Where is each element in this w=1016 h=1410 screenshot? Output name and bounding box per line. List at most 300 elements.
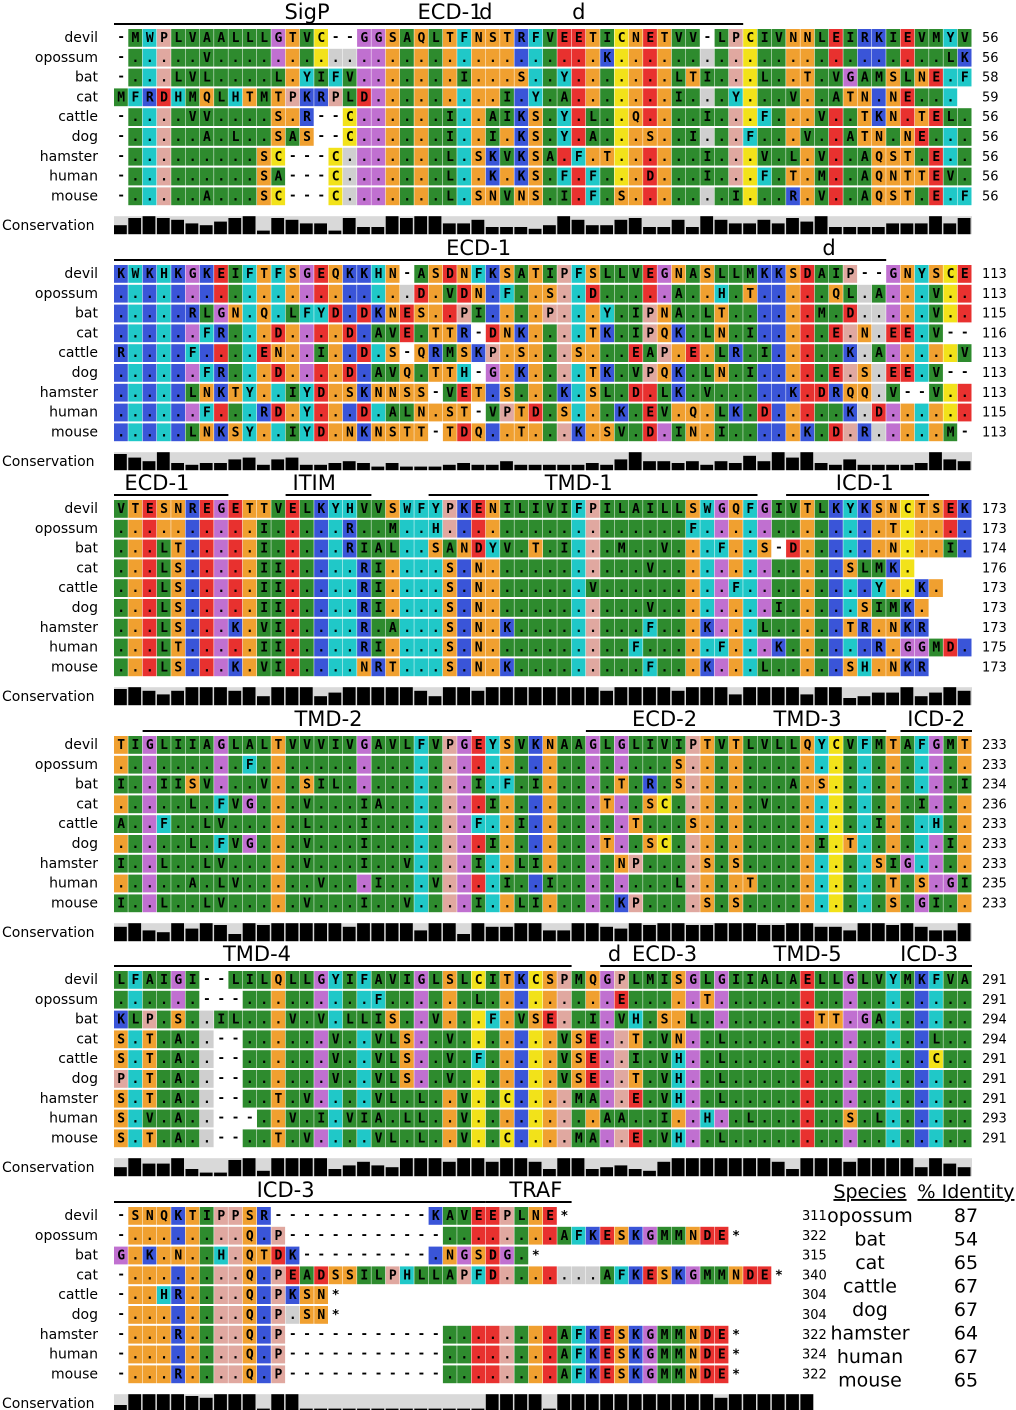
residue: N	[389, 307, 397, 322]
conservation-bar	[414, 691, 427, 705]
residue: .	[718, 896, 726, 911]
residue: .	[732, 425, 740, 440]
residue: S	[789, 267, 797, 282]
residue: .	[847, 150, 855, 165]
residue: .	[561, 877, 569, 892]
residue: A	[575, 738, 583, 753]
sequence-row-opossum	[35, 756, 1007, 774]
gap: -	[317, 188, 325, 203]
conservation-bar	[300, 687, 313, 705]
conservation-bar	[686, 227, 699, 234]
residue: .	[403, 601, 411, 616]
residue: .	[832, 51, 840, 66]
residue: .	[403, 581, 411, 596]
residue: .	[403, 130, 411, 145]
residue: D	[160, 90, 168, 105]
residue: G	[217, 502, 225, 517]
residue: V	[303, 837, 311, 852]
residue: F	[575, 150, 583, 165]
residue: .	[589, 150, 597, 165]
residue: .	[403, 542, 411, 557]
residue: T	[589, 326, 597, 341]
residue: .	[661, 170, 669, 185]
residue: Y	[561, 110, 569, 125]
residue: .	[332, 758, 340, 773]
residue: .	[603, 561, 611, 576]
conservation-bar	[271, 923, 284, 941]
residue: .	[518, 778, 526, 793]
residue: .	[246, 189, 254, 204]
residue-count: 56	[982, 150, 999, 165]
residue: .	[203, 601, 211, 616]
residue: .	[160, 425, 168, 440]
residue: .	[818, 797, 826, 812]
residue: .	[675, 170, 683, 185]
residue: .	[575, 170, 583, 185]
residue: .	[503, 758, 511, 773]
residue: N	[475, 660, 483, 675]
residue: V	[446, 287, 454, 302]
residue: L	[847, 287, 855, 302]
residue: M	[575, 973, 583, 988]
gap: -	[918, 385, 926, 400]
residue: .	[546, 110, 554, 125]
species-label: hamster	[40, 856, 98, 872]
residue: .	[246, 778, 254, 793]
residue: .	[189, 542, 197, 557]
residue: .	[646, 71, 654, 86]
species-label: cat	[76, 796, 98, 812]
residue: K	[518, 130, 526, 145]
residue: L	[618, 502, 626, 517]
conservation-bar	[572, 220, 585, 234]
residue: .	[904, 896, 912, 911]
residue: L	[132, 1013, 140, 1028]
residue-count: 236	[982, 797, 1007, 812]
residue: F	[732, 581, 740, 596]
residue: .	[403, 817, 411, 832]
residue: .	[317, 366, 325, 381]
residue: .	[875, 90, 883, 105]
residue: .	[375, 621, 383, 636]
residue: E	[460, 386, 468, 401]
residue: .	[818, 857, 826, 872]
residue-count: 173	[982, 660, 1007, 675]
residue: .	[904, 406, 912, 421]
residue: Q	[832, 287, 840, 302]
residue: R	[375, 660, 383, 675]
residue: V	[947, 170, 955, 185]
residue: L	[217, 877, 225, 892]
residue: .	[275, 287, 283, 302]
residue: .	[289, 837, 297, 852]
residue: .	[861, 307, 869, 322]
conservation-bar	[457, 687, 470, 705]
residue: .	[146, 837, 154, 852]
residue: .	[146, 522, 154, 537]
residue: A	[375, 973, 383, 988]
residue: L	[861, 973, 869, 988]
residue: I	[375, 561, 383, 576]
species-label: mouse	[51, 424, 98, 440]
residue: T	[275, 738, 283, 753]
residue: .	[232, 110, 240, 125]
conservation-bar	[843, 930, 856, 941]
region-label: ECD-1	[446, 236, 511, 260]
gap: -	[904, 385, 912, 400]
conservation-bar	[872, 923, 885, 941]
residue: I	[961, 778, 969, 793]
residue: A	[117, 817, 125, 832]
residue: .	[746, 660, 754, 675]
residue: .	[718, 71, 726, 86]
residue: .	[632, 51, 640, 66]
residue: .	[904, 346, 912, 361]
residue: .	[189, 896, 197, 911]
residue: .	[689, 581, 697, 596]
residue: .	[818, 366, 826, 381]
residue: .	[460, 817, 468, 832]
residue: F	[132, 973, 140, 988]
residue: .	[575, 406, 583, 421]
residue: .	[489, 581, 497, 596]
residue: .	[904, 993, 912, 1008]
residue: .	[818, 130, 826, 145]
residue: .	[632, 189, 640, 204]
conservation-bar	[472, 923, 485, 941]
residue: .	[275, 542, 283, 557]
residue: G	[589, 738, 597, 753]
residue: .	[432, 307, 440, 322]
residue: .	[804, 561, 812, 576]
residue: .	[832, 857, 840, 872]
residue: .	[918, 307, 926, 322]
residue: .	[246, 857, 254, 872]
region-label: ECD-1	[418, 0, 483, 24]
residue: .	[875, 51, 883, 66]
residue: .	[589, 641, 597, 656]
residue: K	[518, 170, 526, 185]
residue: .	[146, 601, 154, 616]
residue: .	[360, 150, 368, 165]
conservation-bar	[901, 923, 914, 941]
residue: E	[918, 130, 926, 145]
residue: .	[403, 110, 411, 125]
residue: R	[460, 326, 468, 341]
residue: .	[847, 51, 855, 66]
residue: .	[632, 90, 640, 105]
residue: M	[875, 71, 883, 86]
residue: .	[789, 621, 797, 636]
residue: .	[732, 1013, 740, 1028]
residue: .	[160, 110, 168, 125]
residue: .	[189, 130, 197, 145]
residue: .	[718, 1013, 726, 1028]
residue: .	[732, 170, 740, 185]
residue: .	[403, 621, 411, 636]
residue: H	[718, 287, 726, 302]
conservation-bar	[843, 459, 856, 470]
sequence-row-opossum	[35, 285, 1007, 303]
residue: C	[332, 189, 340, 204]
residue: .	[804, 406, 812, 421]
residue: K	[675, 366, 683, 381]
residue: E	[403, 307, 411, 322]
residue: Y	[303, 71, 311, 86]
conservation-bar	[915, 927, 928, 941]
residue: .	[961, 170, 969, 185]
conservation-bar	[715, 923, 728, 941]
residue: K	[847, 346, 855, 361]
residue: Y	[303, 425, 311, 440]
residue: F	[503, 287, 511, 302]
residue: .	[289, 877, 297, 892]
residue: .	[589, 877, 597, 892]
residue: .	[317, 601, 325, 616]
conservation-bar	[772, 925, 785, 941]
residue: S	[260, 170, 268, 185]
residue: S	[889, 150, 897, 165]
sequence-row-mouse	[51, 187, 999, 205]
residue: L	[189, 386, 197, 401]
residue: .	[503, 797, 511, 812]
residue: .	[132, 346, 140, 361]
residue: .	[260, 797, 268, 812]
residue: .	[603, 346, 611, 361]
residue: .	[546, 189, 554, 204]
residue: .	[418, 758, 426, 773]
residue: .	[718, 51, 726, 66]
conservation-bar	[443, 223, 456, 234]
residue: .	[675, 601, 683, 616]
gap: -	[289, 149, 297, 164]
sequence-row-cattle	[58, 579, 1007, 597]
residue: .	[503, 561, 511, 576]
residue: .	[589, 797, 597, 812]
residue: V	[675, 31, 683, 46]
residue: .	[575, 542, 583, 557]
residue: .	[718, 797, 726, 812]
residue: K	[918, 581, 926, 596]
residue: .	[332, 1013, 340, 1028]
residue: .	[646, 641, 654, 656]
residue: .	[718, 110, 726, 125]
conservation-bar	[829, 687, 842, 705]
conservation-bar	[143, 461, 156, 470]
residue: .	[661, 817, 669, 832]
residue: .	[546, 621, 554, 636]
residue: .	[775, 837, 783, 852]
region-label: ECD-2	[632, 707, 697, 731]
residue: E	[546, 1013, 554, 1028]
residue: F	[646, 660, 654, 675]
residue: K	[503, 621, 511, 636]
residue: S	[704, 896, 712, 911]
residue: .	[503, 71, 511, 86]
residue: .	[518, 797, 526, 812]
residue: F	[746, 130, 754, 145]
residue: L	[460, 973, 468, 988]
residue: .	[418, 621, 426, 636]
residue: R	[875, 641, 883, 656]
residue: .	[732, 758, 740, 773]
residue: .	[446, 758, 454, 773]
residue: A	[689, 267, 697, 282]
residue: V	[303, 738, 311, 753]
residue: .	[289, 857, 297, 872]
residue: C	[904, 502, 912, 517]
residue: V	[346, 738, 354, 753]
residue: N	[632, 31, 640, 46]
residue: T	[532, 267, 540, 282]
residue: S	[561, 406, 569, 421]
residue: K	[618, 896, 626, 911]
residue: .	[189, 326, 197, 341]
residue: .	[260, 71, 268, 86]
residue: L	[260, 738, 268, 753]
conservation-bar	[572, 465, 585, 470]
residue: .	[704, 51, 712, 66]
residue: .	[389, 130, 397, 145]
conservation-bar	[371, 467, 384, 471]
residue: .	[174, 110, 182, 125]
residue: I	[475, 778, 483, 793]
residue: .	[603, 817, 611, 832]
residue: G	[904, 641, 912, 656]
residue: .	[618, 287, 626, 302]
residue: K	[518, 973, 526, 988]
residue: .	[346, 993, 354, 1008]
residue: V	[489, 406, 497, 421]
residue: L	[904, 71, 912, 86]
residue: L	[189, 797, 197, 812]
residue: S	[174, 601, 182, 616]
residue: .	[761, 130, 769, 145]
gap: -	[346, 30, 354, 45]
residue: .	[203, 522, 211, 537]
residue: Q	[875, 189, 883, 204]
residue: .	[346, 561, 354, 576]
residue: I	[632, 307, 640, 322]
residue: .	[446, 1013, 454, 1028]
residue: .	[775, 110, 783, 125]
residue: S	[503, 738, 511, 753]
residue: .	[418, 993, 426, 1008]
residue: .	[775, 406, 783, 421]
residue: .	[403, 71, 411, 86]
residue: .	[832, 170, 840, 185]
residue: C	[618, 31, 626, 46]
residue: .	[932, 993, 940, 1008]
residue: N	[904, 130, 912, 145]
residue: R	[217, 366, 225, 381]
residue: T	[532, 542, 540, 557]
residue: I	[847, 31, 855, 46]
residue: .	[460, 857, 468, 872]
residue: .	[746, 189, 754, 204]
residue: H	[632, 1013, 640, 1028]
residue: V	[503, 542, 511, 557]
residue: F	[489, 1013, 497, 1028]
residue: .	[475, 1013, 483, 1028]
residue: .	[675, 406, 683, 421]
conservation-bar	[800, 222, 813, 235]
residue: .	[789, 406, 797, 421]
conservation-bar	[343, 461, 356, 470]
residue: V	[818, 189, 826, 204]
residue: .	[918, 326, 926, 341]
residue: I	[489, 973, 497, 988]
residue: .	[174, 425, 182, 440]
residue: E	[203, 502, 211, 517]
residue: .	[804, 1013, 812, 1028]
residue: .	[246, 366, 254, 381]
species-label: devil	[64, 737, 98, 753]
residue: A	[561, 738, 569, 753]
residue: L	[160, 896, 168, 911]
residue: .	[575, 877, 583, 892]
residue: .	[932, 542, 940, 557]
residue: .	[675, 837, 683, 852]
conservation-bar	[171, 463, 184, 470]
residue: .	[132, 817, 140, 832]
residue: .	[260, 287, 268, 302]
residue: .	[189, 51, 197, 66]
conservation-bar	[157, 218, 170, 234]
residue: .	[947, 522, 955, 537]
residue: I	[375, 877, 383, 892]
residue: I	[746, 326, 754, 341]
residue: K	[904, 660, 912, 675]
residue: .	[360, 758, 368, 773]
residue: .	[718, 660, 726, 675]
residue: .	[589, 896, 597, 911]
residue: R	[346, 542, 354, 557]
residue: G	[918, 641, 926, 656]
residue: .	[561, 857, 569, 872]
residue: .	[232, 601, 240, 616]
residue: .	[746, 170, 754, 185]
residue: .	[217, 150, 225, 165]
residue: .	[689, 601, 697, 616]
conservation-bar	[443, 923, 456, 941]
residue: I	[689, 130, 697, 145]
residue: .	[661, 287, 669, 302]
residue-count: 174	[982, 542, 1007, 557]
conservation-bar	[715, 461, 728, 470]
residue: .	[618, 366, 626, 381]
residue: D	[360, 346, 368, 361]
residue: F	[246, 758, 254, 773]
residue: S	[389, 346, 397, 361]
residue: T	[918, 502, 926, 517]
residue: .	[746, 896, 754, 911]
residue: H	[375, 267, 383, 282]
residue: .	[646, 542, 654, 557]
residue: K	[489, 150, 497, 165]
residue: .	[889, 993, 897, 1008]
residue: .	[203, 287, 211, 302]
residue: .	[904, 425, 912, 440]
residue: K	[875, 31, 883, 46]
residue: .	[789, 561, 797, 576]
gap: -	[117, 109, 125, 124]
residue: .	[189, 621, 197, 636]
residue: .	[718, 857, 726, 872]
residue: .	[432, 896, 440, 911]
residue: .	[904, 542, 912, 557]
residue: I	[174, 778, 182, 793]
